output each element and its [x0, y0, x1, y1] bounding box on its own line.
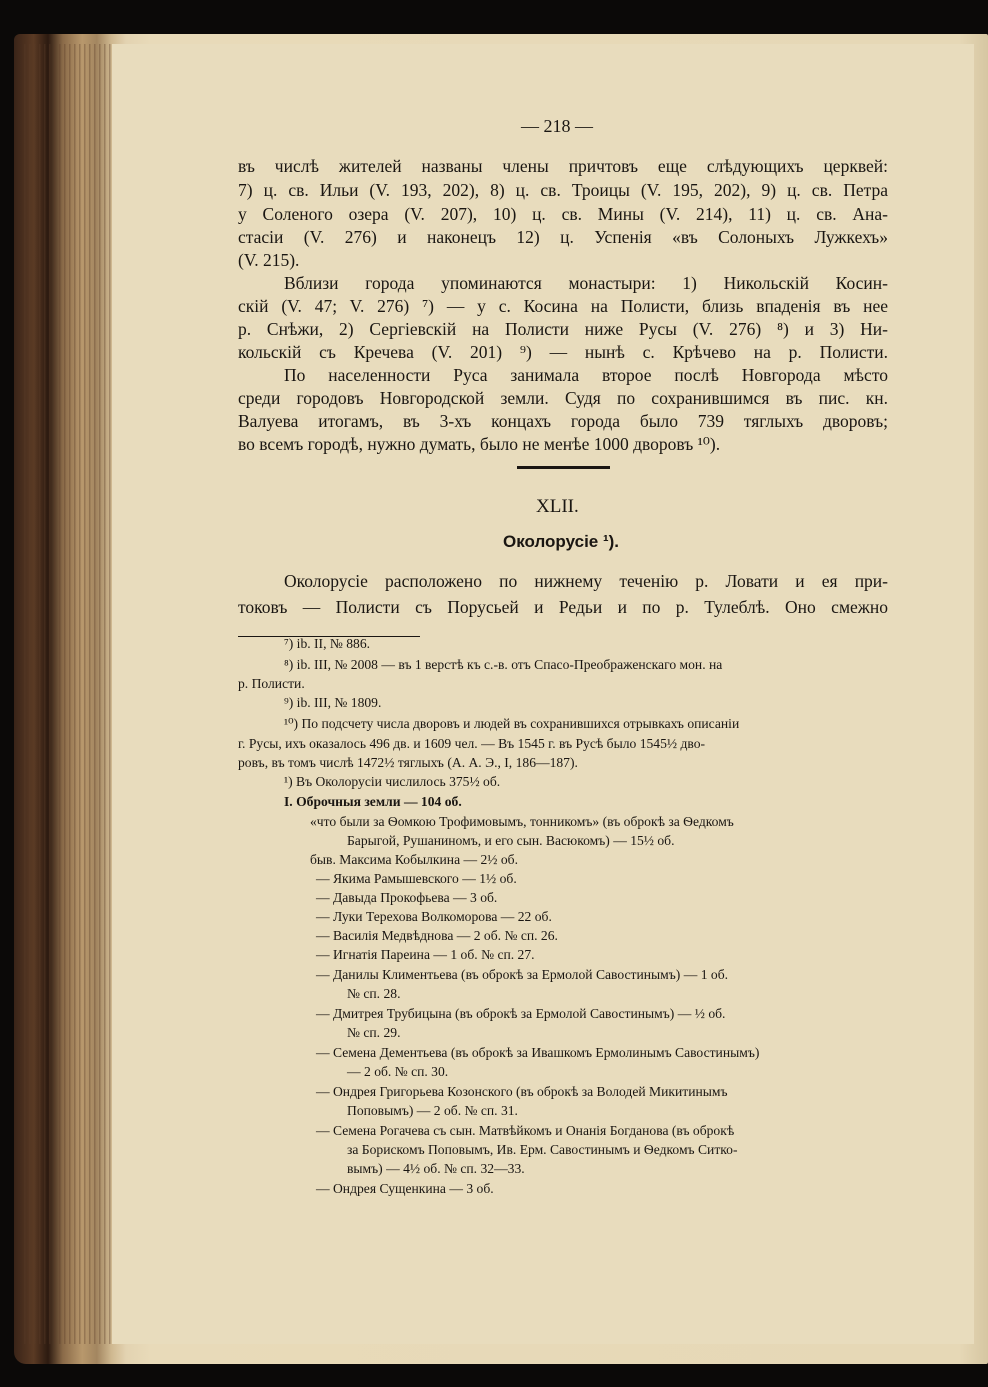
list-item: — Давыда Прокофьева — 3 об.	[316, 890, 498, 905]
footnote: ¹) Въ Околорусіи числилось 375½ об.	[284, 774, 501, 789]
footnote: г. Русы, ихъ оказалось 496 дв. и 1609 чел. — Въ 1545 г. въ Русѣ было 1545½ дво-	[238, 736, 706, 751]
section-title: Околорусіе ¹).	[503, 532, 620, 551]
text-line: въ числѣ жителей названы члены причтовъ еще слѣдующихъ церквей:	[238, 156, 888, 176]
section-divider	[517, 466, 610, 469]
list-item: «что были за Ѳомкою Трофимовымъ, тонникомъ» (въ оброкѣ за Ѳедкомъ	[310, 814, 734, 829]
list-item: — Василія Медвѣднова — 2 об. № сп. 26.	[316, 928, 558, 943]
text-line: По населенности Руса занимала второе послѣ Новгорода мѣсто	[284, 365, 888, 385]
list-item: Поповымъ) — 2 об. № сп. 31.	[347, 1103, 518, 1118]
list-item: — Семена Дементьева (въ оброкѣ за Ивашкомъ Ермолинымъ Савостинымъ)	[316, 1045, 760, 1060]
page-number: — 218 —	[521, 116, 593, 136]
text-line: кольскій съ Кречева (V. 201) ⁹) — нынѣ с. Крѣчево на р. Полисти.	[238, 342, 888, 362]
list-item: — Ондрея Сущенкина — 3 об.	[316, 1181, 494, 1196]
text-line: Околорусіе расположено по нижнему теченію р. Ловати и ея при-	[284, 571, 888, 591]
list-item: — Якима Рамышевского — 1½ об.	[316, 871, 517, 886]
section-number: XLII.	[536, 496, 579, 517]
text-line: стасіи (V. 276) и наконецъ 12) ц. Успенія «въ Солоныхъ Лужкехъ»	[238, 227, 888, 247]
list-item: — Ондрея Григорьева Козонского (въ оброкѣ за Володей Микитинымъ	[316, 1084, 728, 1099]
text-line: 7) ц. св. Ильи (V. 193, 202), 8) ц. св. Троицы (V. 195, 202), 9) ц. св. Петра	[238, 180, 888, 200]
footnote: р. Полисти.	[238, 676, 305, 691]
list-item: — Игнатія Пареина — 1 об. № сп. 27.	[316, 947, 535, 962]
list-item: вымъ) — 4½ об. № сп. 32—33.	[347, 1161, 525, 1176]
text-line: у Соленого озера (V. 207), 10) ц. св. Мины (V. 214), 11) ц. св. Ана-	[238, 204, 888, 224]
list-heading: I. Оброчныя земли — 104 об.	[284, 794, 462, 809]
list-item: — Луки Терехова Волкоморова — 22 об.	[316, 909, 552, 924]
text-line: скій (V. 47; V. 276) ⁷) — у с. Косина на Полисти, близь впаденія въ нее	[238, 296, 888, 316]
text-line: среди городовъ Новгородской земли. Судя по сохранившимся въ пис. кн.	[238, 388, 888, 408]
list-item: — Дмитрея Трубицына (въ оброкѣ за Ермолой Савостинымъ) — ½ об.	[316, 1006, 726, 1021]
list-item: за Борискомъ Поповымъ, Ив. Ерм. Савостинымъ и Ѳедкомъ Ситко-	[347, 1142, 738, 1157]
list-item: — Семена Рогачева съ сын. Матвѣйкомъ и Онанія Богданова (въ оброкѣ	[316, 1123, 735, 1138]
list-item: № сп. 28.	[347, 986, 401, 1001]
list-item: № сп. 29.	[347, 1025, 401, 1040]
footnote: ⁷) ib. II, № 886.	[284, 636, 371, 651]
text-line: р. Снѣжи, 2) Сергіевскій на Полисти ниже Русы (V. 276) ⁸) и 3) Ни-	[238, 319, 888, 339]
list-item: — Данилы Климентьева (въ оброкѣ за Ермолой Савостинымъ) — 1 об.	[316, 967, 729, 982]
text-line: во всемъ городѣ, нужно думать, было не менѣе 1000 дворовъ ¹⁰).	[238, 434, 721, 454]
text-line: Валуева итогамъ, въ 3-хъ концахъ города было 739 тяглыхъ дворовъ;	[238, 411, 888, 431]
footnote: ⁸) ib. III, № 2008 — въ 1 верстѣ къ с.-в. отъ Спасо-Преображенскаго мон. на	[284, 657, 723, 672]
footnote: ровъ, въ томъ числѣ 1472½ тяглыхъ (А. А. Э., I, 186—187).	[238, 755, 578, 770]
list-item: быв. Максима Кобылкина — 2½ об.	[310, 852, 519, 867]
footnote: ⁹) ib. III, № 1809.	[284, 695, 382, 710]
list-item: — 2 об. № сп. 30.	[347, 1064, 449, 1079]
text-line: Вблизи города упоминаются монастыри: 1) Никольскій Косин-	[284, 273, 888, 293]
text-line: токовъ — Полисти съ Порусьей и Редьи и по р. Тулеблѣ. Оно смежно	[238, 597, 888, 617]
list-item: Барыгой, Рушаниномъ, и его сын. Васюкомъ) — 15½ об.	[347, 833, 675, 848]
footnote: ¹⁰) По подсчету числа дворовъ и людей въ сохранившихся отрывкахъ описаніи	[284, 716, 740, 731]
text-line: (V. 215).	[238, 250, 300, 270]
